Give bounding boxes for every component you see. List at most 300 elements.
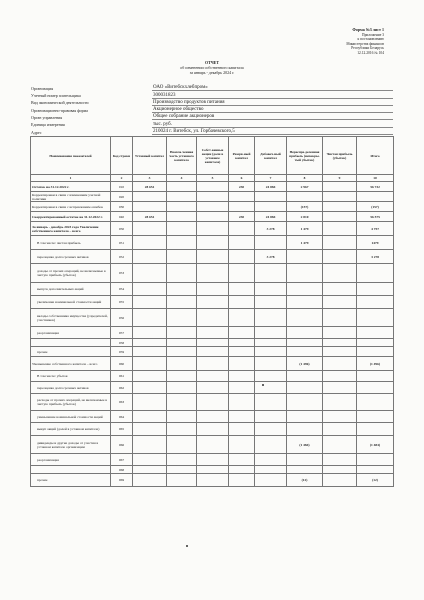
col-header: Итого	[357, 137, 394, 175]
row-value	[287, 339, 323, 347]
column-number-row	[31, 175, 394, 182]
row-value	[229, 309, 255, 327]
col-number: 2	[111, 175, 133, 182]
row-name	[31, 466, 111, 474]
row-value	[323, 296, 357, 309]
row-value	[255, 474, 287, 487]
row-value	[229, 250, 255, 264]
row-value: (1 496)	[357, 357, 394, 371]
row-value	[197, 309, 229, 327]
row-value: 28 651	[133, 182, 167, 192]
row-value	[323, 411, 357, 423]
row-value	[229, 357, 255, 371]
info-label: Вид экономической деятельности	[31, 100, 89, 106]
row-value	[229, 474, 255, 487]
col-header: Нераспре-деленная прибыль (непокры-тый убыток)	[287, 137, 323, 175]
row-name: увеличение номинальной стоимости акций	[31, 296, 111, 309]
row-value	[323, 357, 357, 371]
row-code: 067	[111, 454, 133, 466]
row-value	[287, 347, 323, 357]
row-value	[197, 382, 229, 394]
row-value	[229, 222, 255, 236]
row-value	[323, 182, 357, 192]
row-value	[287, 309, 323, 327]
scan-speck	[186, 545, 188, 547]
row-code: 061	[111, 371, 133, 382]
table-row	[31, 327, 394, 339]
row-value	[133, 309, 167, 327]
table-row	[31, 423, 394, 436]
row-value	[197, 192, 229, 202]
row-value	[255, 382, 287, 394]
row-code: 052	[111, 250, 133, 264]
appendix-line: к постановлению	[357, 37, 384, 42]
row-value	[323, 192, 357, 202]
row-value: 2 810	[287, 212, 323, 222]
row-value	[197, 436, 229, 454]
row-value	[229, 347, 255, 357]
info-label: Организационно-правовая форма	[31, 107, 88, 113]
row-value	[167, 283, 197, 296]
table-row	[31, 264, 394, 283]
row-value: 28 651	[133, 212, 167, 222]
table-row	[31, 394, 394, 411]
row-value	[133, 357, 167, 371]
table-header-row	[31, 137, 394, 175]
row-value	[167, 371, 197, 382]
table-row	[31, 466, 394, 474]
col-header: Неопла-ченная часть уставного капитала	[167, 137, 197, 175]
row-value: 230	[229, 182, 255, 192]
row-value	[287, 250, 323, 264]
row-value	[197, 357, 229, 371]
row-value	[167, 339, 197, 347]
row-value	[167, 202, 197, 212]
col-number: 8	[287, 175, 323, 182]
row-value	[133, 192, 167, 202]
row-value	[229, 423, 255, 436]
row-value	[357, 466, 394, 474]
row-value	[229, 296, 255, 309]
row-value	[133, 283, 167, 296]
row-value	[197, 202, 229, 212]
info-value: 300031823	[152, 91, 393, 98]
row-name: уменьшение номинальной стоимости акций	[31, 411, 111, 423]
row-value	[323, 371, 357, 382]
row-value: 56 575	[357, 212, 394, 222]
table-row	[31, 309, 394, 327]
row-value	[133, 371, 167, 382]
row-value	[255, 411, 287, 423]
row-value	[197, 466, 229, 474]
col-header: Код строки	[111, 137, 133, 175]
row-value	[287, 411, 323, 423]
row-code: 066	[111, 436, 133, 454]
row-value	[255, 339, 287, 347]
row-name: реорганизация	[31, 454, 111, 466]
col-number: 9	[323, 175, 357, 182]
row-value: 230	[229, 212, 255, 222]
info-label: Организация	[31, 85, 54, 91]
col-number: 6	[229, 175, 255, 182]
row-value	[167, 347, 197, 357]
row-value	[197, 283, 229, 296]
row-value	[197, 212, 229, 222]
row-name: прочие	[31, 474, 111, 487]
info-value: 210024 г. Витебск, ул. Горбачевского,5	[152, 127, 393, 134]
row-value	[287, 423, 323, 436]
row-value	[197, 296, 229, 309]
appendix-line: 12.12.2016 № 104	[357, 50, 384, 55]
col-number: 10	[357, 175, 394, 182]
row-value	[197, 250, 229, 264]
row-value: (12)	[287, 474, 323, 487]
row-value	[229, 394, 255, 411]
row-value	[133, 250, 167, 264]
info-row	[30, 98, 393, 105]
row-value	[255, 423, 287, 436]
row-value	[357, 327, 394, 339]
row-value	[167, 466, 197, 474]
table-row	[31, 182, 394, 192]
row-value	[133, 474, 167, 487]
row-code: 057	[111, 327, 133, 339]
row-value	[357, 411, 394, 423]
row-name: За январь - декабрь 2023 года Увеличение собственного капитала – всего	[31, 222, 111, 236]
col-header: Чистая прибыль (убыток)	[323, 137, 357, 175]
row-code: 069	[111, 474, 133, 487]
row-code: 053	[111, 264, 133, 283]
row-value	[287, 296, 323, 309]
row-code: 056	[111, 309, 133, 327]
organization-info	[30, 84, 393, 135]
info-value: Производство продуктов питания	[152, 98, 393, 105]
row-value	[167, 264, 197, 283]
row-value: 3 278	[255, 222, 287, 236]
row-value	[229, 466, 255, 474]
table-row	[31, 411, 394, 423]
row-value	[133, 423, 167, 436]
row-value	[255, 327, 287, 339]
row-value	[229, 411, 255, 423]
row-value	[287, 382, 323, 394]
row-value	[323, 264, 357, 283]
row-value	[323, 394, 357, 411]
row-value	[357, 394, 394, 411]
row-value: 3 278	[357, 250, 394, 264]
row-value	[229, 371, 255, 382]
table-row	[31, 339, 394, 347]
row-value	[357, 283, 394, 296]
row-value	[133, 222, 167, 236]
table-row	[31, 357, 394, 371]
row-code: 062	[111, 382, 133, 394]
row-name: В том числе: убыток	[31, 371, 111, 382]
row-value	[229, 283, 255, 296]
row-value	[167, 411, 197, 423]
row-name: реорганизация	[31, 327, 111, 339]
row-name: переоценка долгосрочных активов	[31, 382, 111, 394]
row-code: 060	[111, 357, 133, 371]
row-value	[167, 474, 197, 487]
row-name	[31, 339, 111, 347]
row-value	[229, 339, 255, 347]
row-value	[133, 202, 167, 212]
row-value	[197, 327, 229, 339]
row-name: Остаток на 31.12.2022 г.	[31, 182, 111, 192]
row-name: вклады собственника имущества (учредителей, участников)	[31, 309, 111, 327]
row-value	[255, 192, 287, 202]
row-value	[323, 212, 357, 222]
row-value	[133, 264, 167, 283]
info-value: Общее собрание акционеров	[152, 113, 393, 120]
row-value	[167, 212, 197, 222]
row-value	[133, 411, 167, 423]
row-value	[255, 347, 287, 357]
row-code: 050	[111, 222, 133, 236]
row-value	[229, 236, 255, 250]
col-header: Наименование показателей	[31, 137, 111, 175]
col-number: 4	[167, 175, 197, 182]
row-value	[323, 283, 357, 296]
row-code: 055	[111, 296, 133, 309]
row-value	[255, 309, 287, 327]
row-value	[229, 202, 255, 212]
row-value	[255, 357, 287, 371]
appendix-line: Министерства финансов	[346, 41, 384, 46]
table-row	[31, 371, 394, 382]
row-value	[323, 382, 357, 394]
row-value	[197, 371, 229, 382]
table-row	[31, 382, 394, 394]
row-value	[357, 296, 394, 309]
row-value	[197, 423, 229, 436]
form-number: Форма №3 лист 1	[352, 27, 384, 32]
row-value	[167, 327, 197, 339]
row-value	[323, 236, 357, 250]
row-value	[167, 250, 197, 264]
appendix-line: Приложение 3	[362, 32, 384, 37]
col-number: 3	[133, 175, 167, 182]
row-value	[255, 436, 287, 454]
row-value: 1479	[357, 236, 394, 250]
row-value: 24 884	[255, 212, 287, 222]
row-value	[133, 436, 167, 454]
info-row	[30, 84, 393, 91]
info-row	[30, 113, 393, 120]
row-value: (1 484)	[287, 436, 323, 454]
row-value	[167, 182, 197, 192]
row-value	[229, 192, 255, 202]
row-value	[357, 309, 394, 327]
row-name: выпуск дополнительных акций	[31, 283, 111, 296]
row-value	[323, 339, 357, 347]
col-header: Уставный капитал	[133, 137, 167, 175]
row-name: доходы от прочих операций, не включаемые в чистую прибыль (убыток)	[31, 264, 111, 283]
col-header: Резерв-ный капитал	[229, 137, 255, 175]
row-value	[323, 327, 357, 339]
info-row	[30, 105, 393, 112]
row-value	[167, 222, 197, 236]
row-value	[357, 347, 394, 357]
row-name: переоценка долгосрочных активов	[31, 250, 111, 264]
row-value	[287, 454, 323, 466]
info-row	[30, 120, 393, 127]
row-value: (157)	[357, 202, 394, 212]
row-code: 063	[111, 394, 133, 411]
row-value	[197, 222, 229, 236]
row-code: 059	[111, 347, 133, 357]
row-value	[229, 436, 255, 454]
row-value	[255, 466, 287, 474]
row-code: 010	[111, 182, 133, 192]
row-value	[323, 454, 357, 466]
row-name: Корректировки в связи с исправлением ошибок	[31, 202, 111, 212]
appendix-line: Республики Беларусь	[351, 46, 384, 51]
row-value	[229, 382, 255, 394]
row-value	[287, 264, 323, 283]
table-row	[31, 454, 394, 466]
row-value	[167, 394, 197, 411]
row-value	[133, 454, 167, 466]
col-header: Добавоч-ный капитал	[255, 137, 287, 175]
row-value: 3 278	[255, 250, 287, 264]
row-value	[133, 382, 167, 394]
info-row	[30, 127, 393, 134]
row-value	[357, 371, 394, 382]
info-label: Единица измерения	[31, 122, 65, 128]
col-number: 7	[255, 175, 287, 182]
row-value	[197, 264, 229, 283]
row-name: прочие	[31, 347, 111, 357]
equity-table	[30, 136, 394, 487]
table-row	[31, 192, 394, 202]
row-value	[197, 236, 229, 250]
row-value	[323, 474, 357, 487]
row-value: (1 484)	[357, 436, 394, 454]
info-value: Акционерное общество	[152, 105, 393, 112]
row-value	[287, 327, 323, 339]
row-value: 4 757	[357, 222, 394, 236]
row-value	[167, 382, 197, 394]
row-name: Скорректированный остаток на 31.12.2022 г.	[31, 212, 111, 222]
col-header: Собст-венные акции (доли в уставном капитале)	[197, 137, 229, 175]
row-value	[357, 339, 394, 347]
scan-speck	[262, 384, 264, 386]
row-value: 56 732	[357, 182, 394, 192]
row-value	[287, 283, 323, 296]
row-code: 040	[111, 212, 133, 222]
row-value	[323, 436, 357, 454]
row-value	[287, 466, 323, 474]
row-value	[133, 236, 167, 250]
info-row	[30, 91, 393, 98]
row-value	[357, 382, 394, 394]
title-line-3: за январь - декабрь 2024 г.	[189, 70, 235, 75]
row-value	[133, 394, 167, 411]
row-code: 058	[111, 339, 133, 347]
row-code: 030	[111, 202, 133, 212]
row-code: 051	[111, 236, 133, 250]
row-value	[167, 296, 197, 309]
table-row	[31, 283, 394, 296]
row-value	[287, 371, 323, 382]
row-value: 1 479	[287, 236, 323, 250]
info-label: Адрес	[31, 129, 42, 135]
row-value	[357, 192, 394, 202]
row-value	[255, 394, 287, 411]
row-value	[167, 436, 197, 454]
row-value	[229, 327, 255, 339]
row-value: 2 967	[287, 182, 323, 192]
table-row	[31, 250, 394, 264]
row-value	[167, 357, 197, 371]
form-header	[346, 28, 384, 56]
row-code: 068	[111, 466, 133, 474]
row-name: расходы от прочих операций, не включаемые в чистую прибыль (убыток)	[31, 394, 111, 411]
table-row	[31, 436, 394, 454]
row-value	[357, 454, 394, 466]
row-value	[167, 423, 197, 436]
table-row	[31, 474, 394, 487]
table-row	[31, 347, 394, 357]
row-value	[323, 202, 357, 212]
table-row	[31, 202, 394, 212]
row-value	[323, 250, 357, 264]
row-value	[357, 423, 394, 436]
row-value	[133, 347, 167, 357]
row-value	[287, 394, 323, 411]
row-value	[133, 339, 167, 347]
row-name: Уменьшение собственного капитала – всего	[31, 357, 111, 371]
row-value	[133, 466, 167, 474]
table-row	[31, 236, 394, 250]
row-value	[229, 264, 255, 283]
row-value: (1 496)	[287, 357, 323, 371]
row-value	[255, 454, 287, 466]
row-value	[197, 411, 229, 423]
row-value	[323, 466, 357, 474]
row-code: 054	[111, 283, 133, 296]
row-value: 24 884	[255, 182, 287, 192]
row-value	[255, 264, 287, 283]
row-value	[357, 264, 394, 283]
table-row	[31, 296, 394, 309]
row-value	[323, 423, 357, 436]
row-value	[133, 296, 167, 309]
row-value	[323, 309, 357, 327]
row-value	[197, 339, 229, 347]
row-value	[255, 296, 287, 309]
row-value	[167, 236, 197, 250]
title-line-1: ОТЧЕТ	[204, 60, 220, 65]
info-value: ОАО «Витебскхлебпром»	[152, 84, 393, 91]
row-value	[287, 192, 323, 202]
row-value: (12)	[357, 474, 394, 487]
title-line-2: об изменении собственного капитала	[180, 65, 244, 70]
info-value: тыс. руб.	[152, 120, 393, 127]
row-value	[167, 192, 197, 202]
col-number: 5	[197, 175, 229, 182]
row-value	[167, 309, 197, 327]
row-value	[255, 236, 287, 250]
row-value	[197, 454, 229, 466]
row-name: выкуп акций (долей в уставном капитале)	[31, 423, 111, 436]
row-code: 020	[111, 192, 133, 202]
row-value	[197, 182, 229, 192]
row-code: 065	[111, 423, 133, 436]
row-value	[133, 327, 167, 339]
